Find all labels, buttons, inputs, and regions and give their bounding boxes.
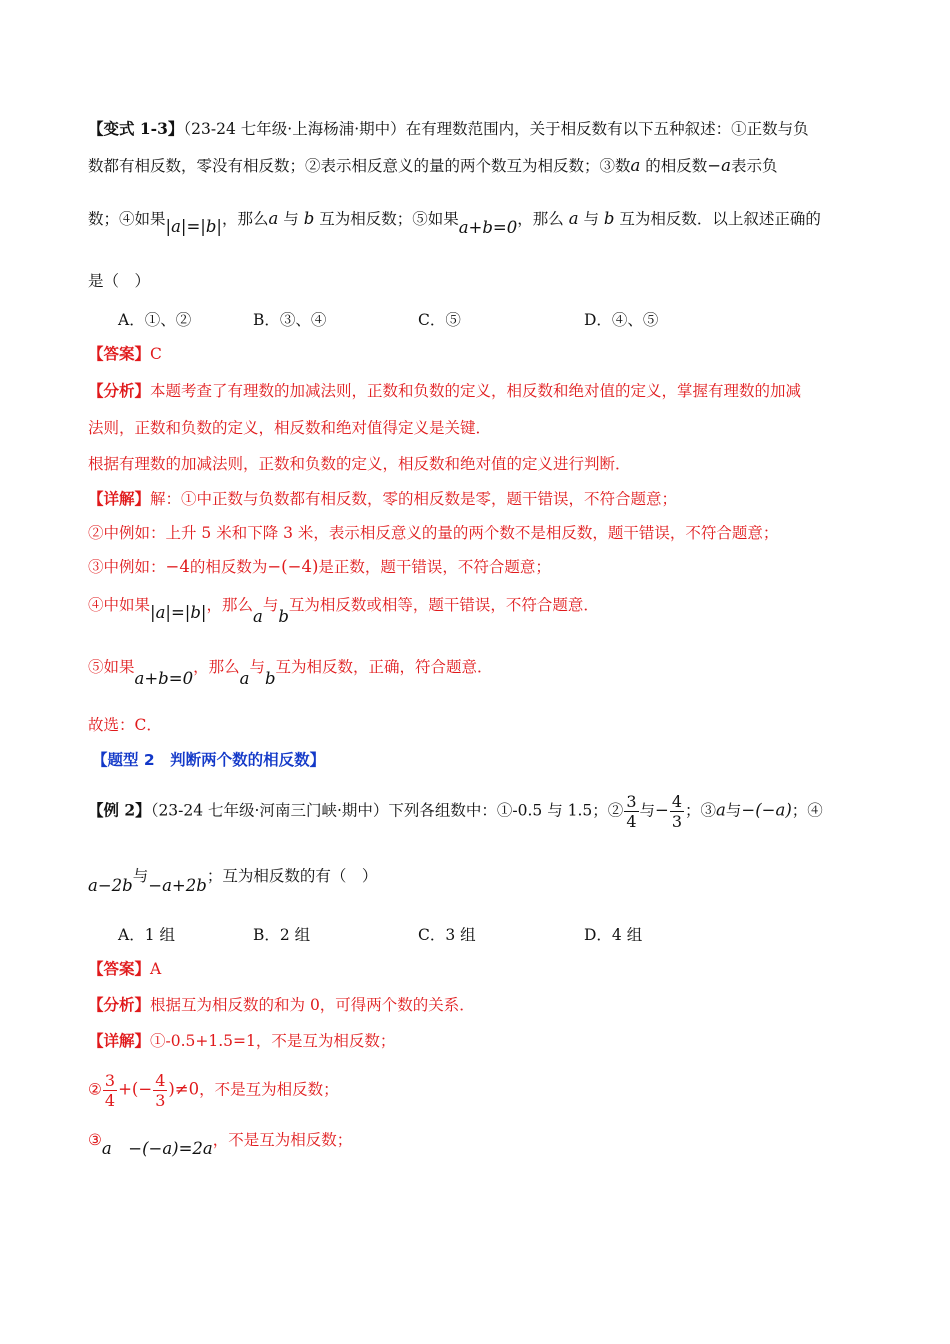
analysis-1-text-1: 本题考查了有理数的加减法则，正数和负数的定义，相反数和绝对值的定义，掌握有理数的加减	[150, 382, 802, 400]
detail-1-line5-b: ，那么	[193, 658, 240, 676]
math-plus-paren: +(−	[118, 1079, 153, 1099]
example-2-mid-2: ；③	[685, 801, 717, 820]
detail-1-line-5: ⑤如果a+b=0，那么a与b互为相反数，正确，符合题意．	[88, 658, 493, 688]
math-expr-a-minus-2b: a−2b	[88, 876, 133, 895]
variant-line3-b: ，那么	[221, 210, 269, 228]
math-abs-equation: |a|=|b|	[165, 217, 222, 236]
analysis-1-line-3: 根据有理数的加减法则，正数和负数的定义，相反数和绝对值的定义进行判断．	[88, 455, 631, 473]
answer-1-value: C	[150, 345, 162, 363]
example-2-mid-3: 与	[725, 801, 742, 820]
detail-1-label: 【详解】	[88, 489, 151, 508]
detail-1-conclusion: 故选：C．	[88, 716, 162, 734]
detail-2-line3-pre: ③	[88, 1131, 102, 1149]
math-neg-neg-a: −(−a)	[741, 800, 792, 820]
math-a-3: a	[268, 209, 279, 228]
math-a: a	[630, 156, 641, 175]
example-2-line1-a: 下列各组数中：①-0.5 与 1.5；②	[388, 801, 624, 820]
variant-tag: 【变式 1-3】	[88, 119, 184, 138]
math-minus: −	[707, 156, 722, 175]
analysis-1-line-1	[88, 380, 801, 402]
variant-line-3: 数；④如果|a|=|b|，那么a 与 b 互为相反数；⑤如果a+b=0，那么 a 与 b 互为相反数．以上叙述正确的	[88, 209, 821, 237]
analysis-2-text: 根据互为相反数的和为 0，可得两个数的关系．	[150, 996, 475, 1014]
detail-1-line-1	[88, 488, 677, 510]
detail-1-line4-a: ④中如果	[88, 596, 151, 614]
detail-1-line3-a: ③中例如：	[88, 558, 166, 576]
example-2-option-d: D．4 组	[584, 926, 643, 944]
math-abs-equation-2: |a|=|b|	[150, 603, 207, 622]
answer-1	[88, 343, 162, 365]
variant-source: （23-24 七年级·上海杨浦·期中）	[183, 120, 406, 138]
detail-2-line-2	[88, 1071, 339, 1110]
variant-line3-c: 与	[278, 210, 304, 228]
fraction-4-3-detail: $\frac{4}{3}$	[155, 1071, 166, 1110]
variant-option-a: A．①、②	[118, 311, 192, 329]
detail-1-line-3	[88, 556, 551, 578]
fraction-3-4-detail: $\frac{3}{4}$	[104, 1071, 116, 1110]
detail-2-line-1	[88, 1030, 395, 1052]
variant-line-4: 是（ ）	[88, 272, 151, 290]
detail-1-line5-a: ⑤如果	[88, 658, 135, 676]
analysis-2	[88, 994, 475, 1016]
detail-2-line2-text: ，不是互为相反数；	[199, 1080, 339, 1099]
detail-1-line4-b: ，那么	[206, 596, 253, 614]
example-2-line2-mid: 与	[132, 867, 149, 885]
detail-1-line-2: ②中例如：上升 5 米和下降 3 米，表示相反意义的量的两个数不是相反数，题干错误，不符合题意；	[88, 524, 779, 542]
detail-1-line-4: ④中如果|a|=|b|，那么a与b互为相反数或相等，题干错误，不符合题意．	[88, 596, 599, 626]
detail-1-line3-c: 是正数，题干错误，不符合题意；	[318, 558, 551, 576]
answer-2-value: A	[150, 960, 162, 978]
math-expr-neg-a-plus-2b: −a+2b	[148, 876, 207, 895]
example-2-option-c: C．3 组	[418, 926, 476, 944]
detail-1-line4-d: 互为相反数或相等，题干错误，不符合题意．	[288, 596, 599, 614]
answer-2	[88, 958, 161, 980]
variant-line1-text: 在有理数范围内，关于相反数有以下五种叙述：①正数与负	[405, 120, 809, 138]
variant-line3-f: 互为相反数．以上叙述正确的	[614, 210, 821, 228]
example-2-option-b: B．2 组	[253, 926, 311, 944]
math-a-minus-neg-a: a −(−a)=2a	[101, 1139, 213, 1158]
example-2-tag: 【例 2】	[88, 800, 151, 820]
variant-option-c: C．⑤	[418, 311, 461, 329]
answer-1-label: 【答案】	[88, 344, 151, 363]
detail-1-text-1: 解：①中正数与负数都有相反数，零的相反数是零，题干错误，不符合题意；	[150, 490, 678, 508]
detail-2-line2-pre: ②	[88, 1080, 102, 1099]
example-2-mid-1: 与	[639, 801, 656, 820]
math-neg-neg-four: −(−4)	[267, 557, 319, 576]
example-2-mid-4: ；④	[791, 801, 823, 820]
example-2-line2-rest: ；互为相反数的有（ ）	[206, 867, 378, 885]
example-2-line-1	[88, 792, 823, 831]
variant-line2-b: 的相反数	[640, 157, 708, 175]
answer-2-label: 【答案】	[88, 959, 151, 978]
variant-line3-d: 互为相反数；⑤如果	[314, 210, 459, 228]
math-a-2: a	[721, 156, 731, 175]
variant-line-2	[88, 155, 777, 177]
detail-1-line5-c: 与	[249, 658, 265, 676]
fraction-3-4: $\frac{3}{4}$	[626, 792, 637, 831]
math-neg-four: −4	[165, 557, 190, 576]
example-2-option-a: A．1 组	[118, 926, 175, 944]
example-2-line-2	[88, 865, 378, 895]
variant-line2-text: 数都有相反数，零没有相反数；②表示相反意义的量的两个数互为相反数；③数	[88, 157, 631, 175]
math-sum-equation-2: a+b=0	[134, 669, 194, 688]
detail-2-label: 【详解】	[88, 1031, 151, 1050]
detail-1-line4-c: 与	[262, 596, 279, 614]
variant-line2-c: 表示负	[730, 157, 778, 175]
variant-line-1	[88, 118, 809, 140]
variant-option-b: B．③、④	[253, 311, 327, 329]
section-title: 【题型 2 判断两个数的相反数】	[92, 751, 326, 769]
detail-1-line3-b: 的相反数为	[189, 558, 268, 576]
variant-option-d: D．④、⑤	[584, 311, 659, 329]
detail-1-line5-d: 互为相反数，正确，符合题意．	[275, 658, 493, 676]
variant-line3-a: 数；④如果	[88, 210, 166, 228]
math-sum-equation: a+b=0	[458, 218, 518, 237]
math-neq-zero: )≠0	[168, 1079, 200, 1099]
fraction-4-3: $\frac{4}{3}$	[671, 792, 683, 831]
variant-line3-e: ，那么	[517, 210, 564, 228]
detail-2-line-3	[88, 1129, 353, 1158]
math-minus-2: −	[655, 800, 669, 820]
detail-2-text-1: ①-0.5+1.5=1，不是互为相反数；	[150, 1032, 396, 1050]
detail-2-line3-text: ，不是互为相反数；	[212, 1131, 353, 1149]
example-2-source: （23-24 七年级·河南三门峡·期中）	[150, 801, 389, 820]
analysis-1-label: 【分析】	[88, 381, 151, 400]
analysis-2-label: 【分析】	[88, 995, 151, 1014]
analysis-1-line-2: 法则，正数和负数的定义，相反数和绝对值得定义是关键．	[88, 419, 492, 437]
math-a-4: a	[716, 800, 726, 820]
